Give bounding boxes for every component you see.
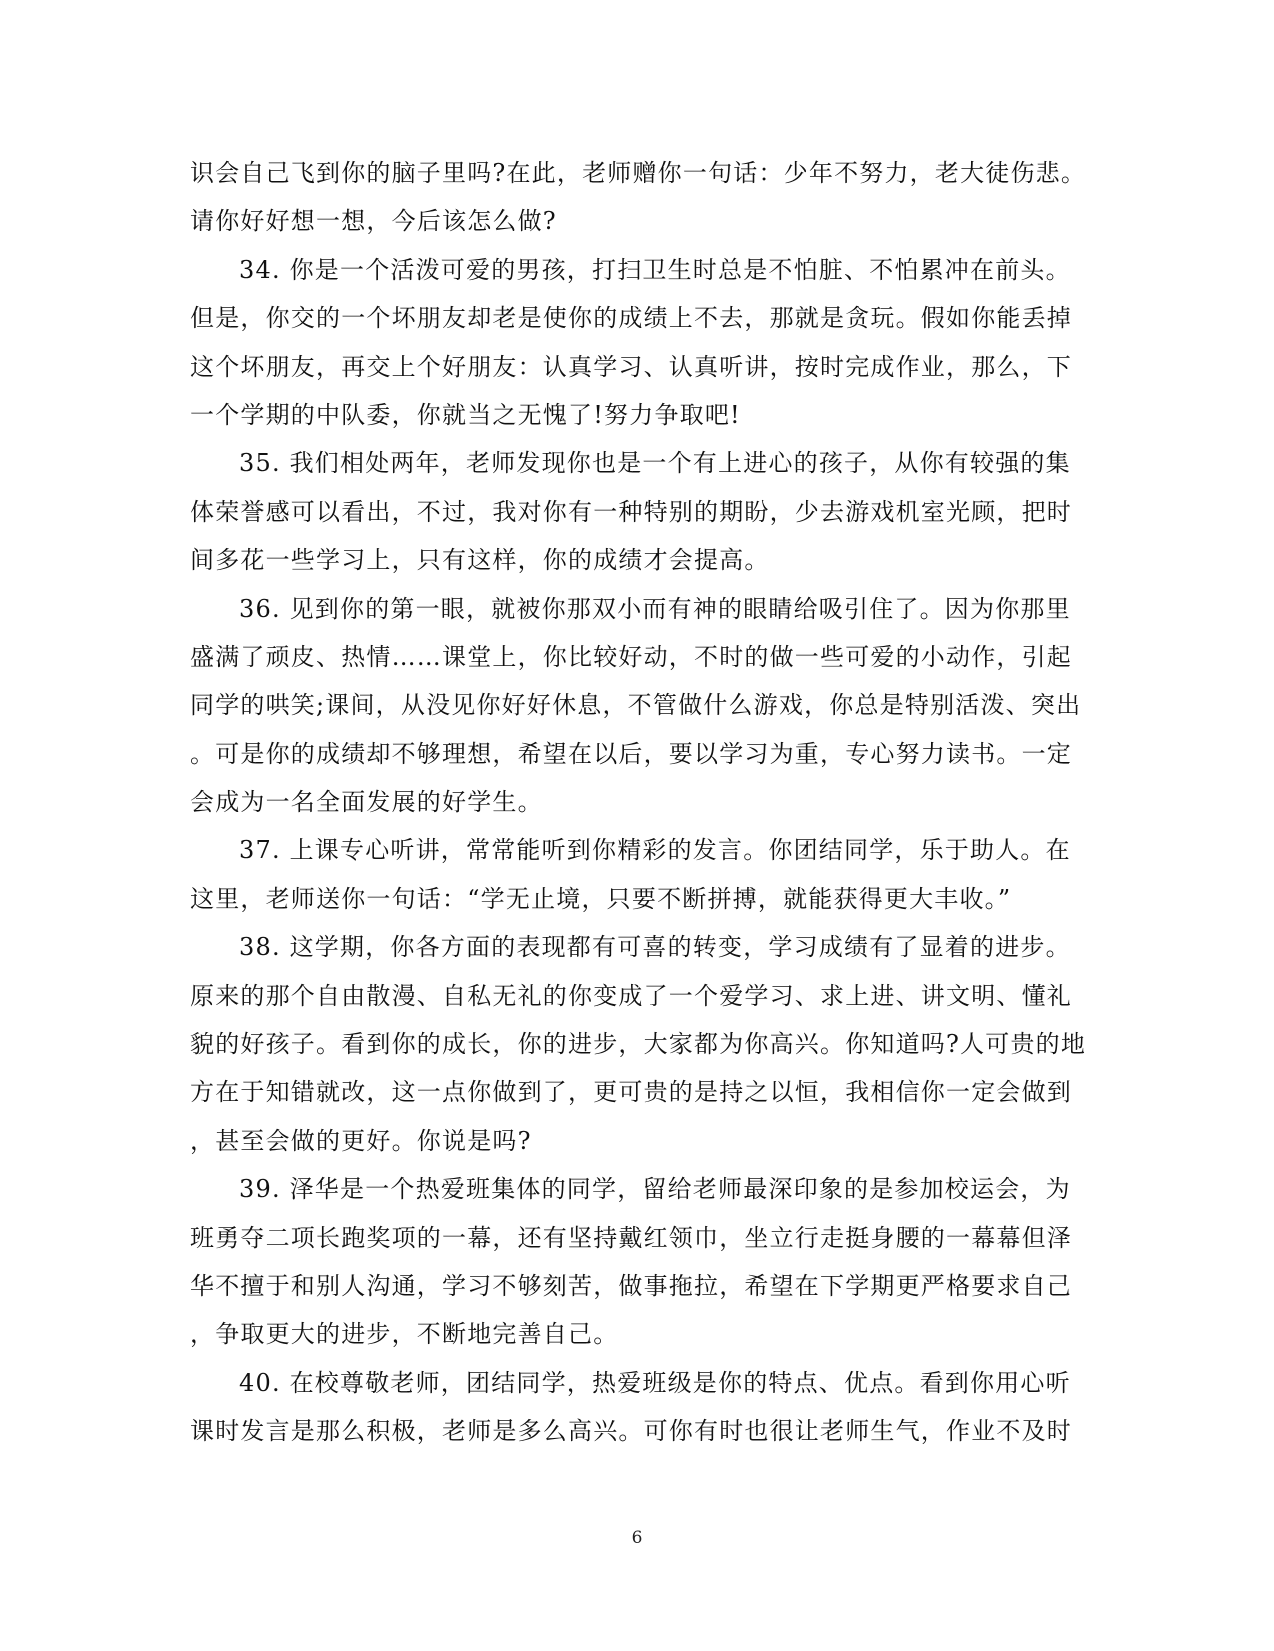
text-line: 识会自己飞到你的脑子里吗?在此，老师赠你一句话：少年不努力，老大徒伤悲。 bbox=[190, 159, 1087, 187]
text-line: 原来的那个自由散漫、自私无礼的你变成了一个爱学习、求上进、讲文明、懂礼 bbox=[190, 981, 1072, 1010]
text-line: ，争取更大的进步，不断地完善自己。 bbox=[190, 1320, 619, 1349]
text-line: 这里，老师送你一句话：“学无止境，只要不断拼搏，就能获得更大丰收。” bbox=[190, 884, 1012, 913]
text-line: 体荣誉感可以看出，不过，我对你有一种特别的期盼，少去游戏机室光顾，把时 bbox=[190, 497, 1072, 526]
paragraph-38-start: 38. 这学期，你各方面的表现都有可喜的转变，学习成绩有了显着的进步。 bbox=[239, 933, 1071, 962]
text-line: 间多花一些学习上，只有这样，你的成绩才会提高。 bbox=[190, 546, 770, 575]
paragraph-39-start: 39. 泽华是一个热爱班集体的同学，留给老师最深印象的是参加校运会，为 bbox=[239, 1175, 1071, 1204]
text-line: 方在于知错就改，这一点你做到了，更可贵的是持之以恒，我相信你一定会做到 bbox=[190, 1078, 1072, 1107]
text-line: 盛满了顽皮、热情……课堂上，你比较好动，不时的做一些可爱的小动作，引起 bbox=[190, 642, 1072, 671]
text-line: 貌的好孩子。看到你的成长，你的进步，大家都为你高兴。你知道吗?人可贵的地 bbox=[190, 1030, 1087, 1059]
paragraph-34-start: 34. 你是一个活泼可爱的男孩，打扫卫生时总是不怕脏、不怕累冲在前头。 bbox=[239, 255, 1071, 284]
text-line: 请你好好想一想，今后该怎么做? bbox=[190, 207, 557, 236]
paragraph-37-start: 37. 上课专心听讲，常常能听到你精彩的发言。你团结同学，乐于助人。在 bbox=[239, 836, 1071, 865]
body-text bbox=[190, 149, 1087, 1456]
paragraph-40-start: 40. 在校尊敬老师，团结同学，热爱班级是你的特点、优点。看到你用心听 bbox=[239, 1368, 1071, 1397]
text-line: 华不擅于和别人沟通，学习不够刻苦，做事拖拉，希望在下学期更严格要求自己 bbox=[190, 1271, 1072, 1300]
text-line: 会成为一名全面发展的好学生。 bbox=[190, 788, 543, 817]
text-line: ，甚至会做的更好。你说是吗? bbox=[190, 1126, 532, 1155]
text-line: 。可是你的成绩却不够理想，希望在以后，要以学习为重，专心努力读书。一定 bbox=[190, 739, 1072, 768]
text-line: 班勇夺二项长跑奖项的一幕，还有坚持戴红领巾，坐立行走挺身腰的一幕幕但泽 bbox=[190, 1223, 1072, 1252]
text-line: 同学的哄笑;课间，从没见你好好休息，不管做什么游戏，你总是特别活泼、突出 bbox=[190, 691, 1082, 720]
text-line: 这个坏朋友，再交上个好朋友：认真学习、认真听讲，按时完成作业，那么，下 bbox=[190, 352, 1072, 381]
paragraph-36-start: 36. 见到你的第一眼，就被你那双小而有神的眼睛给吸引住了。因为你那里 bbox=[239, 594, 1071, 623]
text-line: 但是，你交的一个坏朋友却老是使你的成绩上不去，那就是贪玩。假如你能丢掉 bbox=[190, 304, 1072, 333]
paragraph-35-start: 35. 我们相处两年，老师发现你也是一个有上进心的孩子，从你有较强的集 bbox=[239, 449, 1071, 478]
text-line: 一个学期的中队委，你就当之无愧了!努力争取吧! bbox=[190, 400, 741, 429]
text-line: 课时发言是那么积极，老师是多么高兴。可你有时也很让老师生气，作业不及时 bbox=[190, 1417, 1072, 1446]
page-number: 6 bbox=[631, 1528, 643, 1548]
